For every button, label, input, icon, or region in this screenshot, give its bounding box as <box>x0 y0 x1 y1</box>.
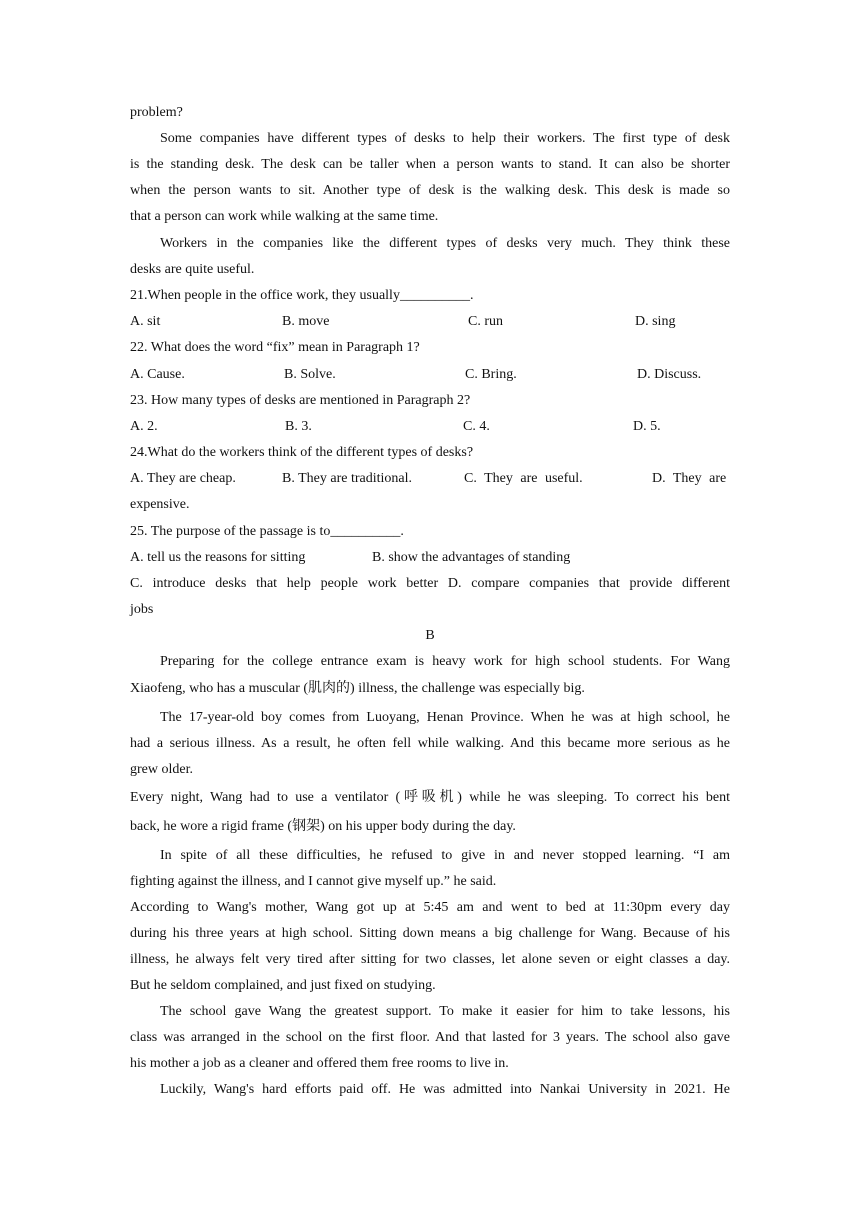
option-c: C. They are useful. <box>464 471 583 486</box>
option-c: C. 4. <box>463 419 490 434</box>
option-d: D. Discuss. <box>637 367 702 382</box>
passage-text: Workers in the companies like the different types of desks very much. They think these <box>160 236 730 251</box>
option-c: C. Bring. <box>465 367 517 382</box>
option-c: C. run <box>468 314 503 329</box>
passage-text: Xiaofeng, who has a muscular (肌肉的) illness, the challenge was especially big. <box>130 681 585 696</box>
passage-text: In spite of all these difficulties, he refused to give in and never stopped learning. “I am <box>160 848 730 863</box>
question-22-options <box>130 362 730 388</box>
passage-text: desks are quite useful. <box>130 262 255 277</box>
passage-text: when the person wants to sit. Another type of desk is the walking desk. This desk is made so <box>130 183 730 198</box>
option-d-continued: jobs <box>130 602 154 617</box>
question-24-stem: 24.What do the workers think of the different types of desks? <box>130 445 474 460</box>
option-a: A. They are cheap. <box>130 471 236 486</box>
option-d-continued: expensive. <box>130 497 190 512</box>
question-21-stem: 21.When people in the office work, they usually__________. <box>130 288 474 303</box>
passage-text: Preparing for the college entrance exam is heavy work for high school students. For Wang <box>160 654 730 669</box>
passage-text: back, he wore a rigid frame (钢架) on his upper body during the day. <box>130 819 516 834</box>
option-a: A. Cause. <box>130 367 185 382</box>
question-23-options <box>130 414 730 440</box>
section-heading: B <box>425 628 435 643</box>
passage-text: Every night, Wang had to use a ventilator (呼吸机) while he was sleeping. To correct his bent <box>130 790 730 805</box>
passage-text: fighting against the illness, and I cannot give myself up.” he said. <box>130 874 497 889</box>
passage-text: Luckily, Wang's hard efforts paid off. He was admitted into Nankai University in 2021. He <box>160 1082 730 1097</box>
question-24-options <box>130 466 730 492</box>
question-25-options-row1 <box>130 545 730 571</box>
passage-text: that a person can work while walking at the same time. <box>130 209 439 224</box>
option-b: B. move <box>282 314 330 329</box>
passage-text: class was arranged in the school on the first floor. And that lasted for 3 years. The school also gave <box>130 1030 730 1045</box>
option-a: A. tell us the reasons for sitting <box>130 550 306 565</box>
passage-text: The 17-year-old boy comes from Luoyang, Henan Province. When he was at high school, he <box>160 710 730 725</box>
question-22-stem: 22. What does the word “fix” mean in Paragraph 1? <box>130 340 420 355</box>
passage-text: during his three years at high school. Sitting down means a big challenge for Wang. Because of his <box>130 926 730 941</box>
option-a: A. 2. <box>130 419 158 434</box>
passage-text: illness, he always felt very tired after sitting for two classes, let alone seven or eight classes a day. <box>130 952 730 967</box>
option-d: D. They are <box>652 471 727 486</box>
question-25-options-row2: C. introduce desks that help people work better D. compare companies that provide different <box>130 576 730 591</box>
option-b: B. 3. <box>285 419 312 434</box>
question-21-options <box>130 309 730 335</box>
answer-blank: __________ <box>330 524 401 539</box>
passage-text: his mother a job as a cleaner and offered them free rooms to live in. <box>130 1056 509 1071</box>
answer-blank: __________ <box>399 288 470 303</box>
passage-text: problem? <box>130 105 183 120</box>
option-b: B. show the advantages of standing <box>372 550 571 565</box>
option-d: D. sing <box>635 314 676 329</box>
question-23-stem: 23. How many types of desks are mentioned in Paragraph 2? <box>130 393 471 408</box>
option-a: A. sit <box>130 314 161 329</box>
passage-text: According to Wang's mother, Wang got up at 5:45 am and went to bed at 11:30pm every day <box>130 900 730 915</box>
passage-text: is the standing desk. The desk can be taller when a person wants to stand. It can also be shorter <box>130 157 730 172</box>
passage-text: had a serious illness. As a result, he often fell while walking. And this became more serious as he <box>130 736 730 751</box>
option-d: D. 5. <box>633 419 661 434</box>
passage-text: Some companies have different types of desks to help their workers. The first type of desk <box>160 131 730 146</box>
option-b: B. They are traditional. <box>282 471 412 486</box>
passage-text: The school gave Wang the greatest support. To make it easier for him to take lessons, his <box>160 1004 730 1019</box>
question-25-stem: 25. The purpose of the passage is to__________. <box>130 524 404 539</box>
passage-text: But he seldom complained, and just fixed on studying. <box>130 978 436 993</box>
option-b: B. Solve. <box>284 367 336 382</box>
passage-text: grew older. <box>130 762 193 777</box>
